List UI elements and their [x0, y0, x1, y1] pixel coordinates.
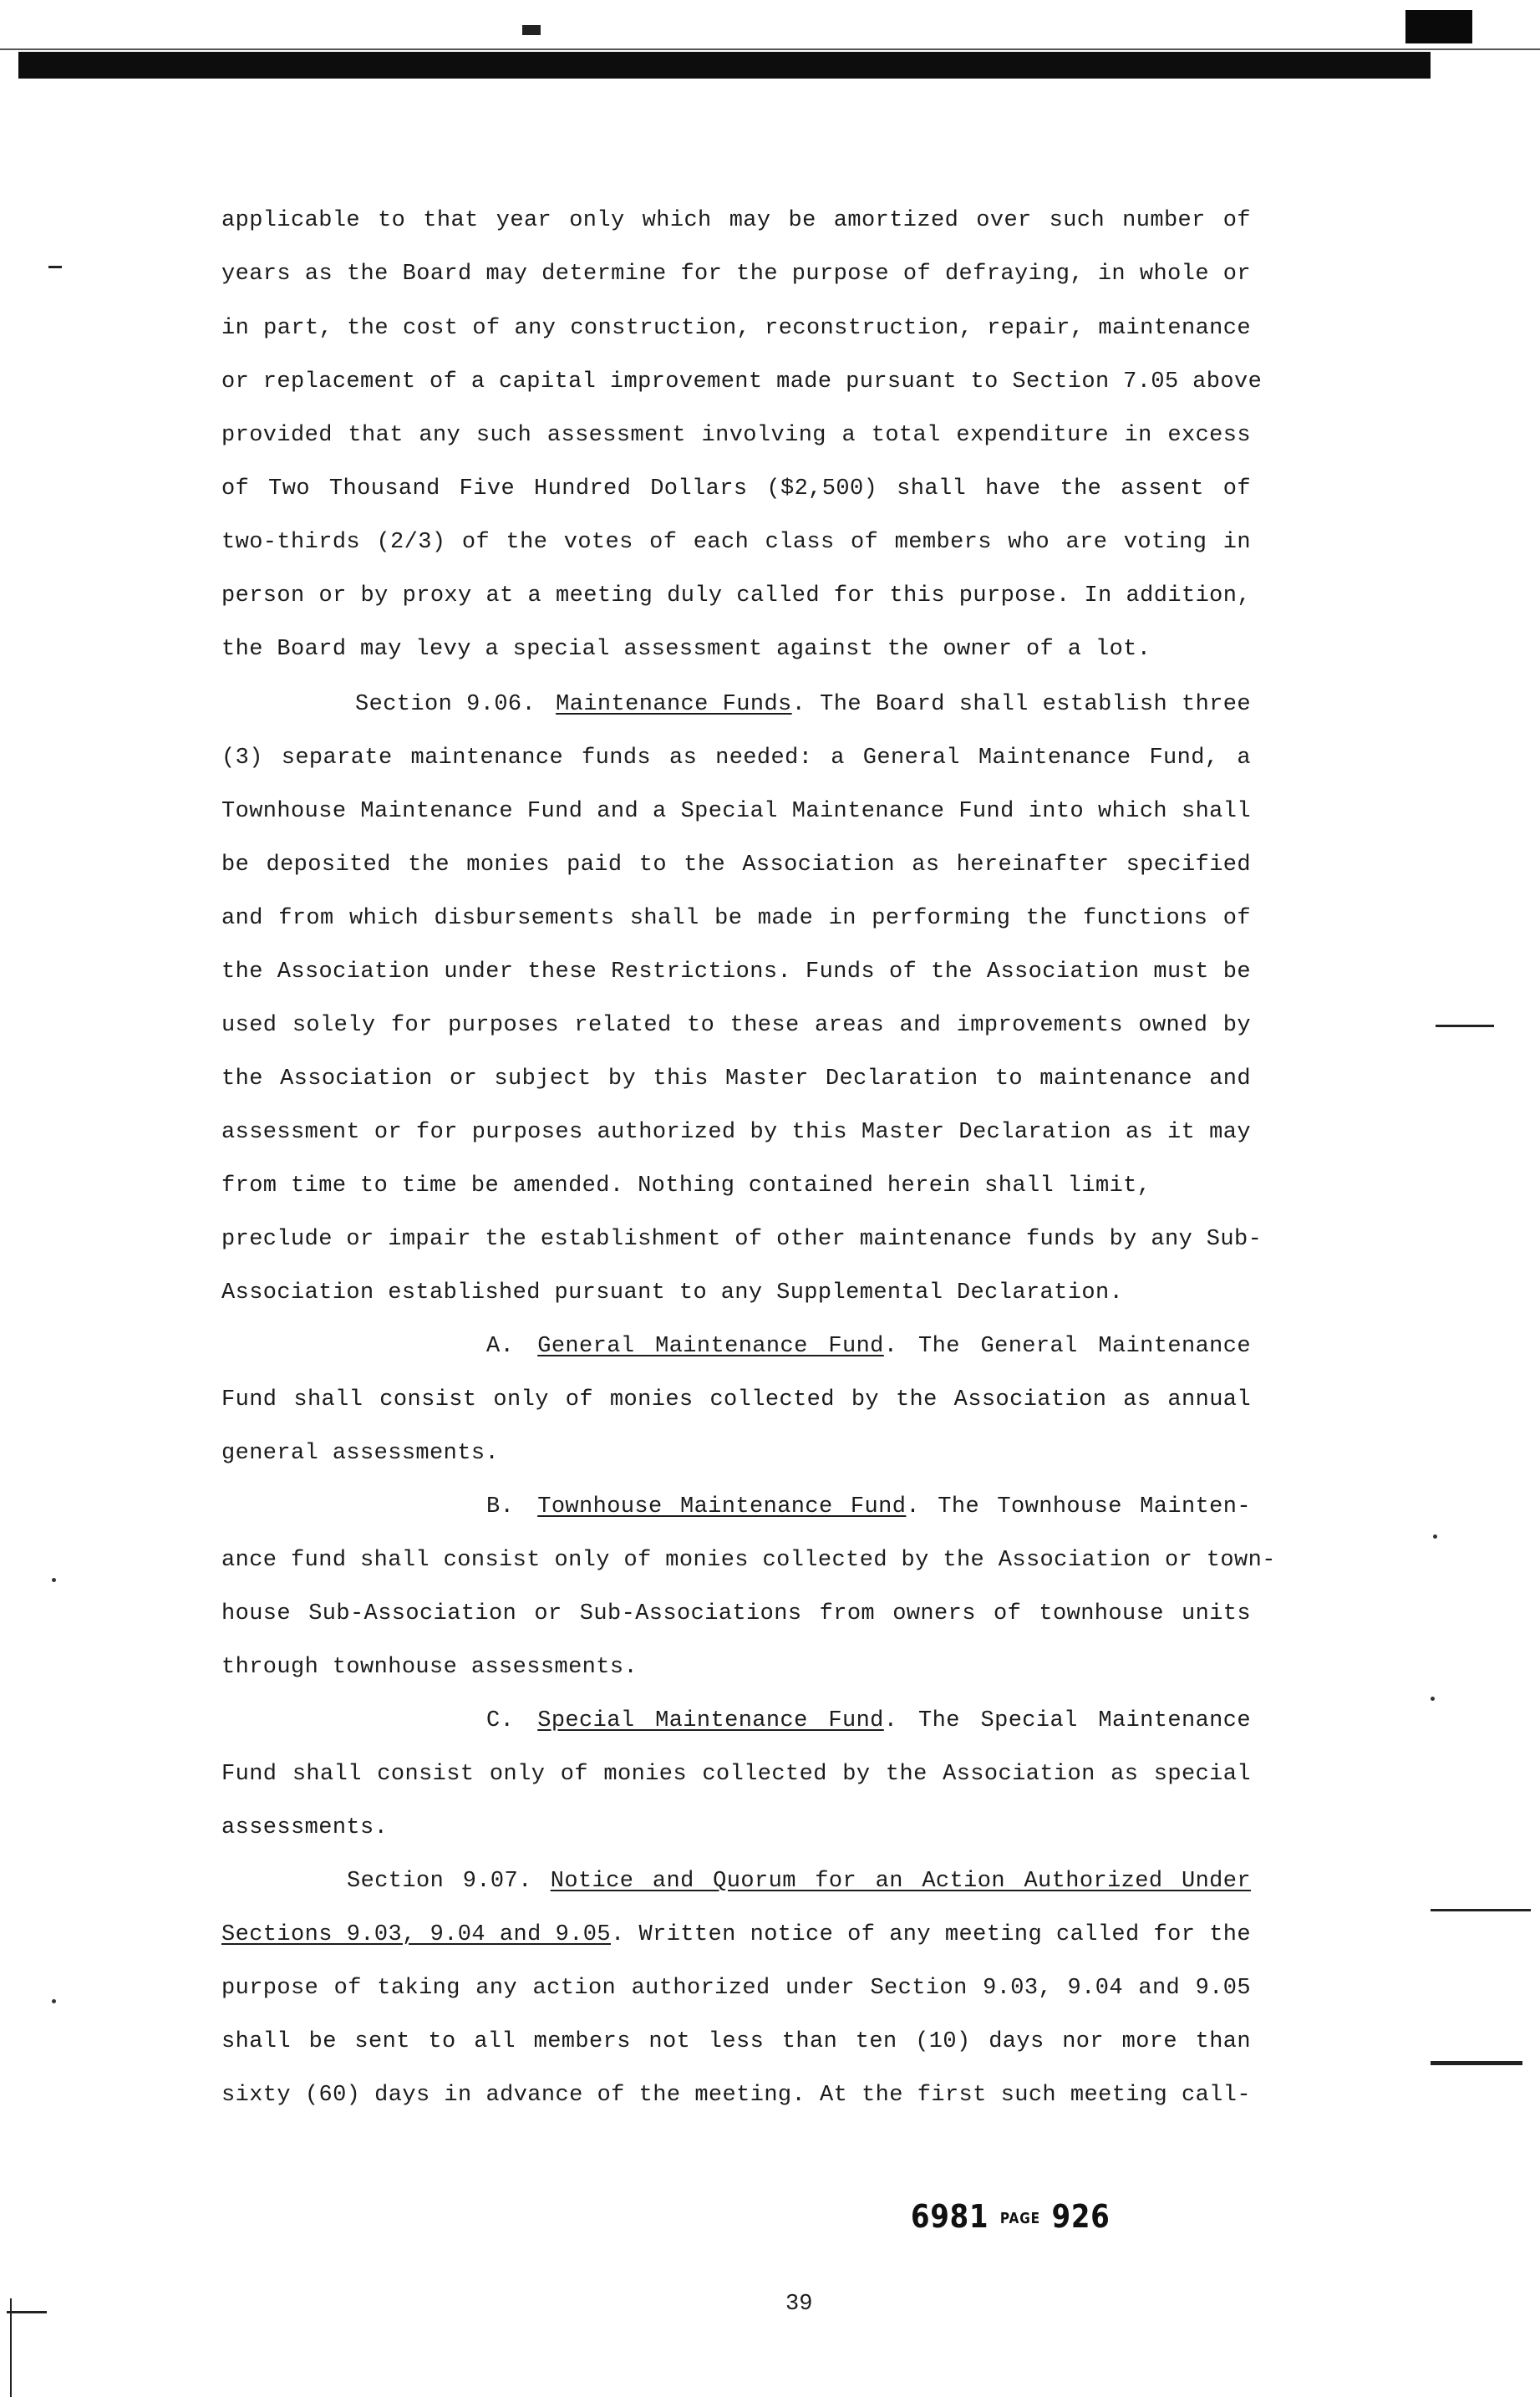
scan-speck [1433, 1534, 1437, 1539]
text-line: applicable to that year only which may be amortized over such number of [221, 208, 1251, 233]
text-line: purpose of taking any action authorized under Section 9.03, 9.04 and 9.05 [221, 1976, 1251, 2001]
page-number: 39 [785, 2292, 813, 2317]
list-marker: A. [486, 1334, 515, 1359]
text-line: ance fund shall consist only of monies collected by the Association or town- [221, 1548, 1276, 1573]
text-line: house Sub-Association or Sub-Associations from owners of townhouse units [221, 1601, 1251, 1626]
scan-top-rule [0, 48, 1540, 50]
text-line: two-thirds (2/3) of the votes of each class of members who are voting in [221, 530, 1251, 555]
text-line: shall be sent to all members not less than ten (10) days nor more than [221, 2029, 1251, 2054]
text-line: person or by proxy at a meeting duly called for this purpose. In addition, [221, 583, 1251, 608]
scan-speck [52, 1578, 56, 1582]
text-run: . The General Maintenance [883, 1334, 1251, 1359]
text-line: in part, the cost of any construction, reconstruction, repair, maintenance [221, 316, 1251, 341]
text-line: provided that any such assessment involving a total expenditure in excess [221, 423, 1251, 448]
text-line: used solely for purposes related to these areas and improvements owned by [221, 1013, 1251, 1038]
scan-margin-dash [1431, 2061, 1522, 2065]
fund-a-line [486, 1332, 1251, 1361]
fund-a-heading: General Maintenance Fund [537, 1334, 884, 1359]
text-line: assessment or for purposes authorized by this Master Declaration as it may [221, 1120, 1251, 1145]
scan-speck [52, 1999, 56, 2003]
book-number: 6981 [911, 2198, 989, 2235]
scan-speck [1431, 1697, 1435, 1701]
text-line: and from which disbursements shall be made in performing the functions of [221, 906, 1251, 931]
scan-corner-mark [7, 2311, 47, 2313]
text-line: of Two Thousand Five Hundred Dollars ($2,500) shall have the assent of [221, 476, 1251, 501]
fund-c-heading: Special Maintenance Fund [537, 1708, 884, 1733]
scan-margin-dash [48, 266, 62, 268]
text-line: (3) separate maintenance funds as needed: a General Maintenance Fund, a [221, 746, 1251, 771]
text-line: assessments. [221, 1815, 389, 1840]
book-page-stamp [911, 2198, 1111, 2235]
section-907-heading-cont: Sections 9.03, 9.04 and 9.05 [221, 1922, 612, 1947]
scan-margin-dash [1431, 1909, 1531, 1911]
section-907-line-2 [221, 1921, 1251, 1949]
text-line: years as the Board may determine for the purpose of defraying, in whole or [221, 262, 1251, 287]
page-label: PAGE [999, 2210, 1040, 2227]
fund-c-line [486, 1707, 1251, 1735]
text-line: the Association or subject by this Master Declaration to maintenance and [221, 1066, 1251, 1092]
text-run: . Written notice of any meeting called for the [611, 1922, 1251, 1947]
text-line: Association established pursuant to any Supplemental Declaration. [221, 1280, 1124, 1305]
text-line: or replacement of a capital improvement made pursuant to Section 7.05 above [221, 369, 1263, 394]
text-run: . The Townhouse Mainten- [906, 1494, 1251, 1519]
text-line: Townhouse Maintenance Fund and a Special Maintenance Fund into which shall [221, 799, 1251, 824]
scan-top-bar [18, 52, 1431, 79]
text-line: from time to time be amended. Nothing contained herein shall limit, [221, 1173, 1151, 1198]
section-number: Section 9.07. [347, 1869, 532, 1894]
text-line: through townhouse assessments. [221, 1655, 638, 1680]
text-line: general assessments. [221, 1441, 500, 1466]
section-907-heading: Notice and Quorum for an Action Authorized Under [550, 1869, 1251, 1894]
section-907-line [347, 1867, 1251, 1896]
scan-margin-dash [1436, 1025, 1494, 1027]
scan-top-block [1405, 10, 1472, 43]
text-run: . The Board shall establish three [791, 692, 1251, 717]
list-marker: B. [486, 1494, 515, 1519]
text-line: the Association under these Restrictions. Funds of the Association must be [221, 959, 1251, 985]
text-line: sixty (60) days in advance of the meeting. At the first such meeting call- [221, 2083, 1251, 2108]
text-line: Fund shall consist only of monies collected by the Association as annual [221, 1387, 1251, 1412]
section-906-line [355, 690, 1251, 719]
text-run: . The Special Maintenance [883, 1708, 1251, 1733]
list-marker: C. [486, 1708, 515, 1733]
fund-b-heading: Townhouse Maintenance Fund [537, 1494, 907, 1519]
book-page-number: 926 [1051, 2198, 1111, 2235]
text-line: be deposited the monies paid to the Association as hereinafter specified [221, 852, 1251, 878]
fund-b-line [486, 1493, 1251, 1521]
text-line: Fund shall consist only of monies collected by the Association as special [221, 1762, 1251, 1787]
scan-top-mark [522, 25, 541, 35]
section-number: Section 9.06. [355, 692, 536, 717]
section-906-heading: Maintenance Funds [556, 692, 792, 717]
text-line: preclude or impair the establishment of other maintenance funds by any Sub- [221, 1227, 1263, 1252]
text-line: the Board may levy a special assessment against the owner of a lot. [221, 637, 1151, 662]
